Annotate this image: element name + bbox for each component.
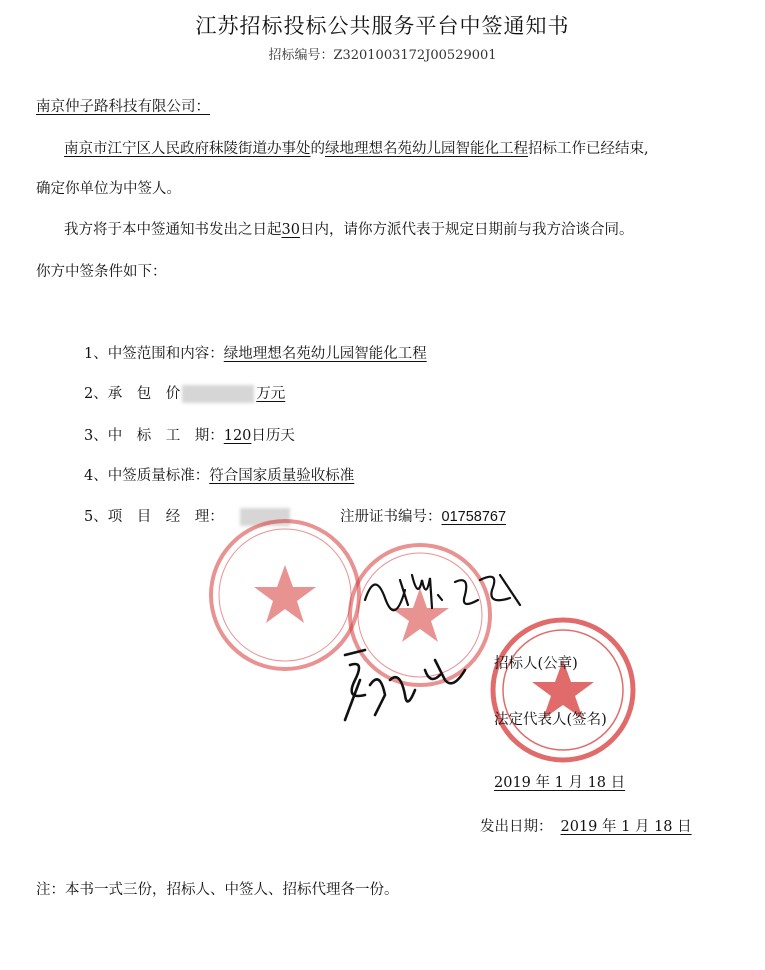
finished-text: 招标工作已经结束, [528, 141, 649, 157]
deadline-paragraph [64, 218, 633, 239]
period-unit: 日历天 [251, 428, 295, 444]
notice-paragraph [64, 137, 649, 158]
sign-date: 2019 年 1 月 18 日 [494, 775, 626, 791]
period-value: 120 [223, 428, 252, 444]
price-label: 2、承 包 价 [84, 386, 181, 402]
quality-value: 符合国家质量验收标准 [209, 468, 355, 484]
legal-rep-label: 法定代表人(签名) [494, 712, 607, 728]
tenderer-seal-stamp [488, 615, 638, 765]
issue-date-row [480, 815, 692, 836]
tenderer-seal-label: 招标人(公章) [494, 656, 578, 672]
issue-date: 2019 年 1 月 18 日 [560, 819, 692, 835]
condition-scope [84, 342, 427, 363]
deadline-days: 30 [281, 222, 300, 238]
conditions-intro: 你方中签条件如下： [36, 264, 167, 280]
handwritten-signature-2 [335, 640, 475, 735]
condition-price [84, 382, 285, 403]
condition-quality [84, 464, 354, 485]
confirm-text: 确定你单位为中签人。 [36, 181, 181, 197]
deadline-suffix: 日内，请你方派代表于规定日期前与我方洽谈合同。 [299, 222, 634, 238]
footer-note: 注：本书一式三份，招标人、中签人、招标代理各一份。 [36, 882, 399, 898]
deadline-prefix: 我方将于本中签通知书发出之日起 [64, 222, 282, 238]
quality-label: 4、中签质量标准： [84, 468, 210, 484]
price-unit: 万元 [256, 386, 286, 402]
manager-label: 5、项 目 经 理： [84, 509, 224, 525]
condition-period [84, 424, 295, 445]
issuer-name: 南京市江宁区人民政府秣陵街道办事处 [64, 141, 311, 157]
recipient: 南京仲子路科技有限公司： [36, 99, 210, 115]
issue-date-label: 发出日期： [480, 819, 553, 835]
scope-label: 1、中签范围和内容： [84, 346, 224, 362]
project-name: 绿地理想名苑幼儿园智能化工程 [325, 141, 528, 157]
connector-text: 的 [310, 141, 325, 157]
condition-cert [340, 505, 506, 526]
handwritten-signature-1 [360, 560, 530, 620]
period-label: 3、中 标 工 期： [84, 428, 224, 444]
document-number: 招标编号：Z3201003172J00529001 [268, 48, 497, 63]
page-title: 江苏招标投标公共服务平台中签通知书 [195, 14, 570, 38]
cert-value: 01758767 [441, 509, 507, 525]
cert-label: 注册证书编号： [340, 509, 442, 525]
scope-value: 绿地理想名苑幼儿园智能化工程 [223, 346, 427, 362]
price-redacted [182, 385, 254, 403]
